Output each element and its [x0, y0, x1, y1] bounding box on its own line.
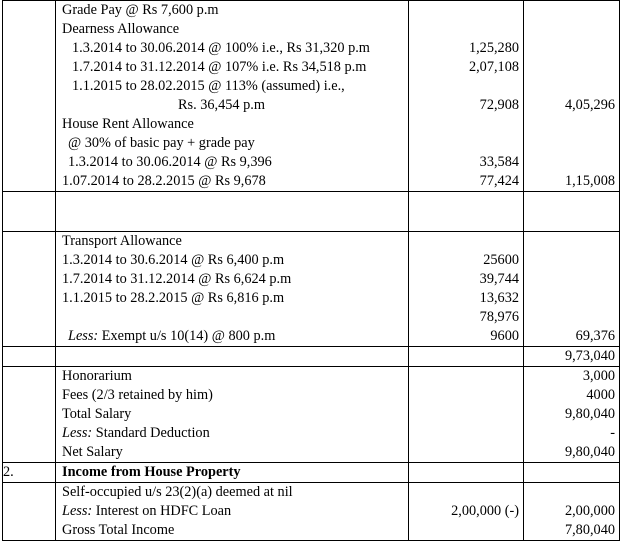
house-property-heading-row	[3, 463, 620, 483]
less-label: Less:	[62, 503, 93, 519]
amount-cell	[409, 1, 524, 192]
self-occupied: Self-occupied u/s 23(2)(a) deemed at nil	[62, 484, 293, 500]
ta-exempt-amount: 9600	[490, 328, 519, 344]
particulars-cell	[56, 1, 409, 192]
honorarium-amount: 3,000	[582, 368, 615, 384]
da-amount-2: 2,07,108	[468, 59, 519, 75]
net-salary-label: Net Salary	[62, 444, 123, 460]
interest-row	[62, 502, 408, 521]
less-label: Less:	[68, 328, 99, 344]
gti-amount: 7,80,040	[564, 522, 615, 538]
ta-line-2: 1.7.2014 to 31.12.2014 @ Rs 6,624 p.m	[62, 271, 292, 287]
da-amount-3: 72,908	[479, 97, 519, 113]
amount-cell	[409, 232, 524, 347]
ta-amount-2: 39,744	[479, 271, 519, 287]
particulars-cell	[56, 483, 409, 541]
particulars-cell	[56, 367, 409, 463]
income-computation-table	[2, 0, 620, 541]
da-line-3b: Rs. 36,454 p.m	[178, 97, 265, 113]
total-cell	[524, 367, 620, 463]
total-salary-amount: 9,80,040	[564, 406, 615, 422]
total-cell	[524, 483, 620, 541]
total-cell	[524, 232, 620, 347]
hra-total: 1,15,008	[564, 173, 615, 189]
sno-cell	[3, 367, 56, 463]
ta-line-1: 1.3.2014 to 30.6.2014 @ Rs 6,400 p.m	[62, 252, 285, 268]
honorarium-label: Honorarium	[62, 368, 132, 384]
interest-label: Interest on HDFC Loan	[95, 503, 232, 519]
ta-net: 69,376	[575, 328, 615, 344]
interest-amount: 2,00,000 (-)	[451, 503, 519, 519]
da-line-2: 1.7.2014 to 31.12.2014 @ 107% i.e. Rs 34,518 p.m	[72, 59, 367, 75]
sno-cell	[3, 483, 56, 541]
ta-line-3: 1.1.2015 to 28.2.2015 @ Rs 6,816 p.m	[62, 290, 285, 306]
da-line-1: 1.3.2014 to 30.06.2014 @ 100% i.e., Rs 31,320 p.m	[72, 40, 370, 56]
ta-exempt	[62, 327, 408, 346]
hra-line-1: 1.3.2014 to 30.06.2014 @ Rs 9,396	[68, 154, 272, 170]
fees-label: Fees (2/3 retained by him)	[62, 387, 213, 403]
ta-amount-3: 13,632	[479, 290, 519, 306]
hra-amount-2: 77,424	[479, 173, 519, 189]
da-total: 4,05,296	[564, 97, 615, 113]
std-deduction	[62, 424, 408, 443]
da-heading: Dearness Allowance	[62, 21, 180, 37]
hra-amount-1: 33,584	[479, 154, 519, 170]
hra-line-2: 1.07.2014 to 28.2.2015 @ Rs 9,678	[62, 173, 266, 189]
total-cell	[524, 1, 620, 192]
subtotal: 9,73,040	[564, 348, 615, 364]
total-salary-label: Total Salary	[62, 406, 132, 422]
amount-cell	[409, 483, 524, 541]
gti-label: Gross Total Income	[62, 522, 175, 538]
subtotal-row	[3, 347, 620, 367]
section-number: 2.	[3, 464, 14, 480]
salary-block-top	[3, 1, 620, 192]
da-line-3a: 1.1.2015 to 28.02.2015 @ 113% (assumed) i.e.,	[72, 78, 345, 94]
transport-block	[3, 232, 620, 347]
salary-block-bottom	[3, 367, 620, 463]
da-amount-1: 1,25,280	[468, 40, 519, 56]
grade-pay: Grade Pay @ Rs 7,600 p.m	[62, 2, 219, 18]
particulars-cell	[56, 232, 409, 347]
spacer-row	[3, 192, 620, 232]
house-property-block	[3, 483, 620, 541]
interest-total: 2,00,000	[564, 503, 615, 519]
std-deduction-amount: -	[610, 425, 615, 441]
house-property-heading: Income from House Property	[62, 464, 241, 480]
hra-heading: House Rent Allowance	[62, 116, 194, 132]
ta-heading: Transport Allowance	[62, 233, 182, 249]
hra-basis: @ 30% of basic pay + grade pay	[68, 135, 255, 151]
less-label: Less:	[62, 425, 93, 441]
fees-amount: 4000	[586, 387, 615, 403]
ta-exempt-text: Exempt u/s 10(14) @ 800 p.m	[101, 328, 276, 344]
sno-cell	[3, 1, 56, 192]
sno-cell	[3, 232, 56, 347]
net-salary-amount: 9,80,040	[564, 444, 615, 460]
ta-sum: 78,976	[479, 309, 519, 325]
ta-amount-1: 25600	[483, 252, 519, 268]
std-deduction-label: Standard Deduction	[95, 425, 210, 441]
